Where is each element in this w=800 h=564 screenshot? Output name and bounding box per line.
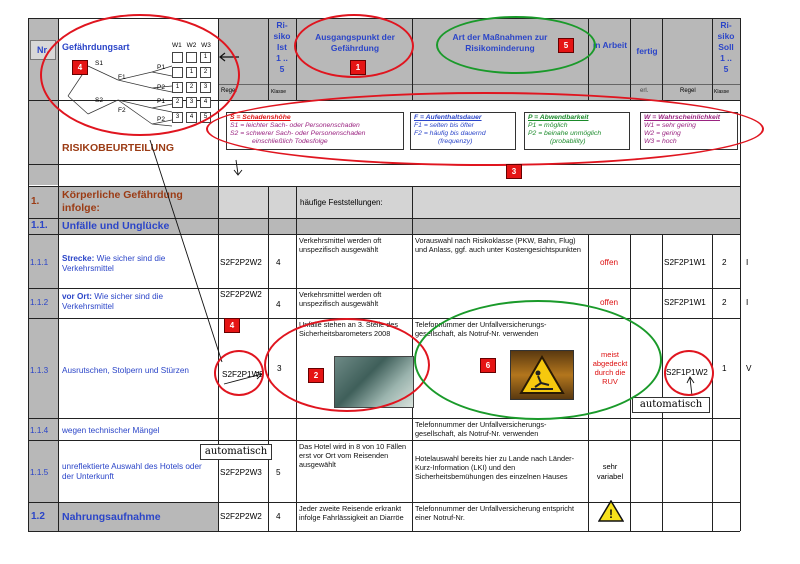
- risiko-soll-1: siko: [717, 31, 735, 41]
- regel-soll-label: Regel: [680, 88, 696, 94]
- row-111-soll-klasse: 2: [722, 258, 727, 267]
- row-12-klasse: 4: [276, 512, 281, 521]
- row-114-label: wegen technischer Mängel: [62, 426, 160, 435]
- row-115-status: sehr variabel: [596, 462, 624, 481]
- legend-p-line2: P2 = beinahe unmöglich: [528, 130, 602, 137]
- row-111-massnahme: Vorauswahl nach Risikoklasse (PKW, Bahn, Flug) und Anlass, ggf. auch unter Kostengesichtspunkten: [415, 236, 581, 254]
- row-12-regel: S2F2P2W2: [220, 512, 262, 521]
- row-113-erl: V: [746, 364, 752, 373]
- regel-label: Regel: [221, 88, 237, 94]
- row-112-ausgang: Verkehrsmittel werden oft unspezifisch ausgewählt: [299, 290, 382, 308]
- row-113-klasse: 3: [277, 364, 282, 373]
- risiko-ist-2: Ist: [277, 42, 287, 52]
- gefahrdungsart-header: Gefährdungsart: [62, 42, 130, 52]
- section-11-title: Unfälle und Unglücke: [62, 220, 170, 232]
- ausgangspunkt-header: Ausgangspunkt der Gefährdung: [315, 32, 395, 53]
- risiko-soll-3: 1 ..: [720, 53, 732, 63]
- legend-p-title: P = Abwendbarkeit: [528, 114, 589, 121]
- risiko-ist-4: 5: [279, 64, 285, 74]
- row-115-ausgang: Das Hotel wird in 8 von 10 Fällen erst vor Ort vom Reisenden ausgewählt: [299, 442, 407, 469]
- annotation-ellipse-massnahme-row: [414, 300, 662, 420]
- legend-p-line3: (probability): [550, 138, 586, 145]
- tree-grid-cell: 2: [186, 82, 197, 93]
- in-arbeit-header: in Arbeit: [592, 40, 628, 50]
- risiko-soll-0: Ri-: [720, 20, 732, 30]
- row-113-status: meist abgedeckt durch die RUV: [592, 350, 628, 386]
- badge-3-legend: 3: [506, 164, 522, 179]
- row-114-massnahme: Telefonnummer der Unfallversicherungs-gesellschaft, als Notruf-Nr. verwenden: [415, 420, 547, 438]
- tree-node-p1b: P1: [157, 98, 165, 105]
- annotation-ellipse-legend: [206, 92, 764, 166]
- row-113-ausgang: Unfälle stehen an 3. Stelle des Sicherheitsbarometers 2008: [299, 320, 398, 338]
- row-112-nr: 1.1.2: [30, 298, 49, 307]
- risiko-soll-2: Soll: [718, 42, 734, 52]
- badge-2-photo: 2: [308, 368, 324, 383]
- legend-f-title: F = Aufenthaltsdauer: [414, 114, 482, 121]
- row-12-ausgang: Jeder zweite Reisende erkrankt infolge Fahrlässigkeit an Diarröe: [299, 504, 404, 522]
- w1-label: W1: [172, 42, 182, 49]
- section-1-nr: 1.: [31, 196, 40, 207]
- tree-node-s1: S1: [95, 60, 103, 67]
- legend-s-line2: S2 = schwerer Sach- oder Personenschaden: [230, 130, 366, 137]
- tree-node-p2b: P2: [157, 116, 165, 123]
- annotation-ellipse-tree: [40, 14, 240, 136]
- row-114-nr: 1.1.4: [30, 426, 49, 435]
- legend-s-line1: S1 = leichter Sach- oder Personenschaden: [230, 122, 360, 129]
- row-111-nr: 1.1.1: [30, 258, 49, 267]
- section-12-title: Nahrungsaufnahme: [62, 511, 161, 523]
- tree-grid-cell: 3: [172, 112, 183, 123]
- legend-p-line1: P1 = möglich: [528, 122, 568, 129]
- section-1-title: Körperliche Gefährdung infolge:: [62, 189, 183, 214]
- section-1-note: häufige Feststellungen:: [300, 198, 383, 207]
- tree-grid-cell: 2: [172, 97, 183, 108]
- klasse-label: Klasse: [271, 89, 287, 95]
- annotation-ellipse-regel: [214, 350, 264, 396]
- row-112-bold: vor Ort:: [62, 292, 93, 301]
- legend-f-line2: F2 = häufig bis dauernd: [414, 130, 486, 137]
- row-113-soll-klasse: 1: [722, 364, 727, 373]
- automatisch-box-ist: automatisch: [200, 444, 272, 460]
- tree-grid-cell: 1: [172, 82, 183, 93]
- badge-6-massnahme: 6: [480, 358, 496, 373]
- annotation-ellipse-ausgang-row: [264, 318, 430, 412]
- row-111-erl: I: [746, 258, 749, 267]
- tree-node-p2a: P2: [157, 84, 165, 91]
- row-111-bold: Strecke:: [62, 254, 95, 263]
- badge-5-massnahmen: 5: [558, 38, 574, 53]
- legend-f-line3: (frequenzy): [438, 138, 473, 145]
- nr-header: Nr.: [30, 40, 56, 60]
- legend-s-line3: einschließlich Todesfolge: [252, 138, 328, 145]
- row-112-soll-klasse: 2: [722, 298, 727, 307]
- automatisch-box-soll: automatisch: [632, 397, 710, 413]
- row-115-label: unreflektierte Auswahl des Hotels oder der Unterkunft: [62, 462, 202, 481]
- badge-1-ausgang: 1: [350, 60, 366, 75]
- risiko-soll-4: 5: [723, 64, 729, 74]
- legend-w-title: W = Wahrscheinlichkeit: [644, 114, 720, 121]
- risiko-ist-0: Ri-: [276, 20, 288, 30]
- fertig-header: fertig: [636, 46, 658, 56]
- svg-text:!: !: [609, 507, 613, 521]
- row-115-regel: S2F2P2W3: [220, 468, 262, 477]
- row-111-regel: S2F2P2W2: [220, 258, 262, 267]
- row-112-regel: S2F2P2W2: [220, 290, 262, 299]
- tree-grid-cell: 5: [200, 112, 211, 123]
- row-111-status: offen: [600, 258, 619, 267]
- w2-label: W2: [186, 42, 197, 49]
- klasse-soll-label: Klasse: [714, 89, 730, 95]
- tree-node-f2: F2: [118, 107, 126, 114]
- row-112-klasse: 4: [276, 300, 281, 309]
- tree-node-f1: F1: [118, 74, 126, 81]
- row-113-massnahme: Telefonnummer der Unfallversicherungs-gesellschaft, als Notruf-Nr. verwenden: [415, 320, 547, 338]
- risiko-ist-1: siko: [273, 31, 291, 41]
- tree-grid-cell: 1: [186, 67, 197, 78]
- row-112-soll-regel: S2F2P1W1: [664, 298, 706, 307]
- row-113-regel: S2F2P1W2: [222, 370, 264, 379]
- row-111-text: Wie sicher sind die Verkehrsmittel: [62, 254, 166, 273]
- tree-node-p1a: P1: [157, 64, 165, 71]
- legend-f-line1: F1 = selten bis öfter: [414, 122, 474, 129]
- tree-grid-cell: 1: [200, 52, 211, 63]
- risiko-ist-3: 1 ..: [276, 53, 288, 63]
- tree-node-s2: S2: [95, 97, 103, 104]
- legend-w-line2: W2 = gering: [644, 130, 681, 137]
- row-12-massnahme: Telefonnummer der Unfallversicherung entspricht einer Notruf-Nr.: [415, 504, 574, 522]
- annotation-ellipse-soll-regel: [664, 350, 714, 396]
- tree-grid-cell: 2: [200, 67, 211, 78]
- row-112-status: offen: [600, 298, 619, 307]
- risikobeurteilung-title: RISIKOBEURTEILUNG: [62, 142, 175, 154]
- row-113-label: Ausrutschen, Stolpern und Stürzen: [62, 366, 189, 375]
- row-113-nr: 1.1.3: [30, 366, 49, 375]
- tree-grid-cell: 3: [186, 97, 197, 108]
- legend-s-title: S = Schadenshöhe: [230, 114, 291, 121]
- massnahmen-header: Art der Maßnahmen zur Risikominderung: [452, 32, 548, 53]
- tree-grid-cell: 4: [186, 112, 197, 123]
- row-111-soll-regel: S2F2P1W1: [664, 258, 706, 267]
- row-112-erl: I: [746, 298, 749, 307]
- row-111-ausgang: Verkehrsmittel werden oft unspezifisch ausgewählt: [299, 236, 382, 254]
- legend-w-line3: W3 = hoch: [644, 138, 677, 145]
- w3-label: W3: [201, 42, 211, 49]
- section-11-nr: 1.1.: [31, 220, 48, 231]
- section-12-nr: 1.2: [31, 511, 45, 522]
- badge-4-row: 4: [224, 318, 240, 333]
- row-111-klasse: 4: [276, 258, 281, 267]
- tree-grid-cell: 3: [200, 82, 211, 93]
- row-115-nr: 1.1.5: [30, 468, 49, 477]
- tree-grid-cell: 4: [200, 97, 211, 108]
- row-115-klasse: 5: [276, 468, 281, 477]
- row-113-soll-regel: S2F1P1W2: [666, 368, 708, 377]
- badge-4-tree: 4: [72, 60, 88, 75]
- erl-label: erl.: [640, 88, 649, 94]
- row-112-text: Wie sicher sind die Verkehrsmittel: [62, 292, 164, 311]
- row-115-massnahme: Hotelauswahl bereits hier zu Lande nach Länder-Kurz-Information (LKI) und den Sicherheitsbemühungen des einzelnen Hauses: [415, 454, 575, 481]
- legend-w-line1: W1 = sehr gering: [644, 122, 696, 129]
